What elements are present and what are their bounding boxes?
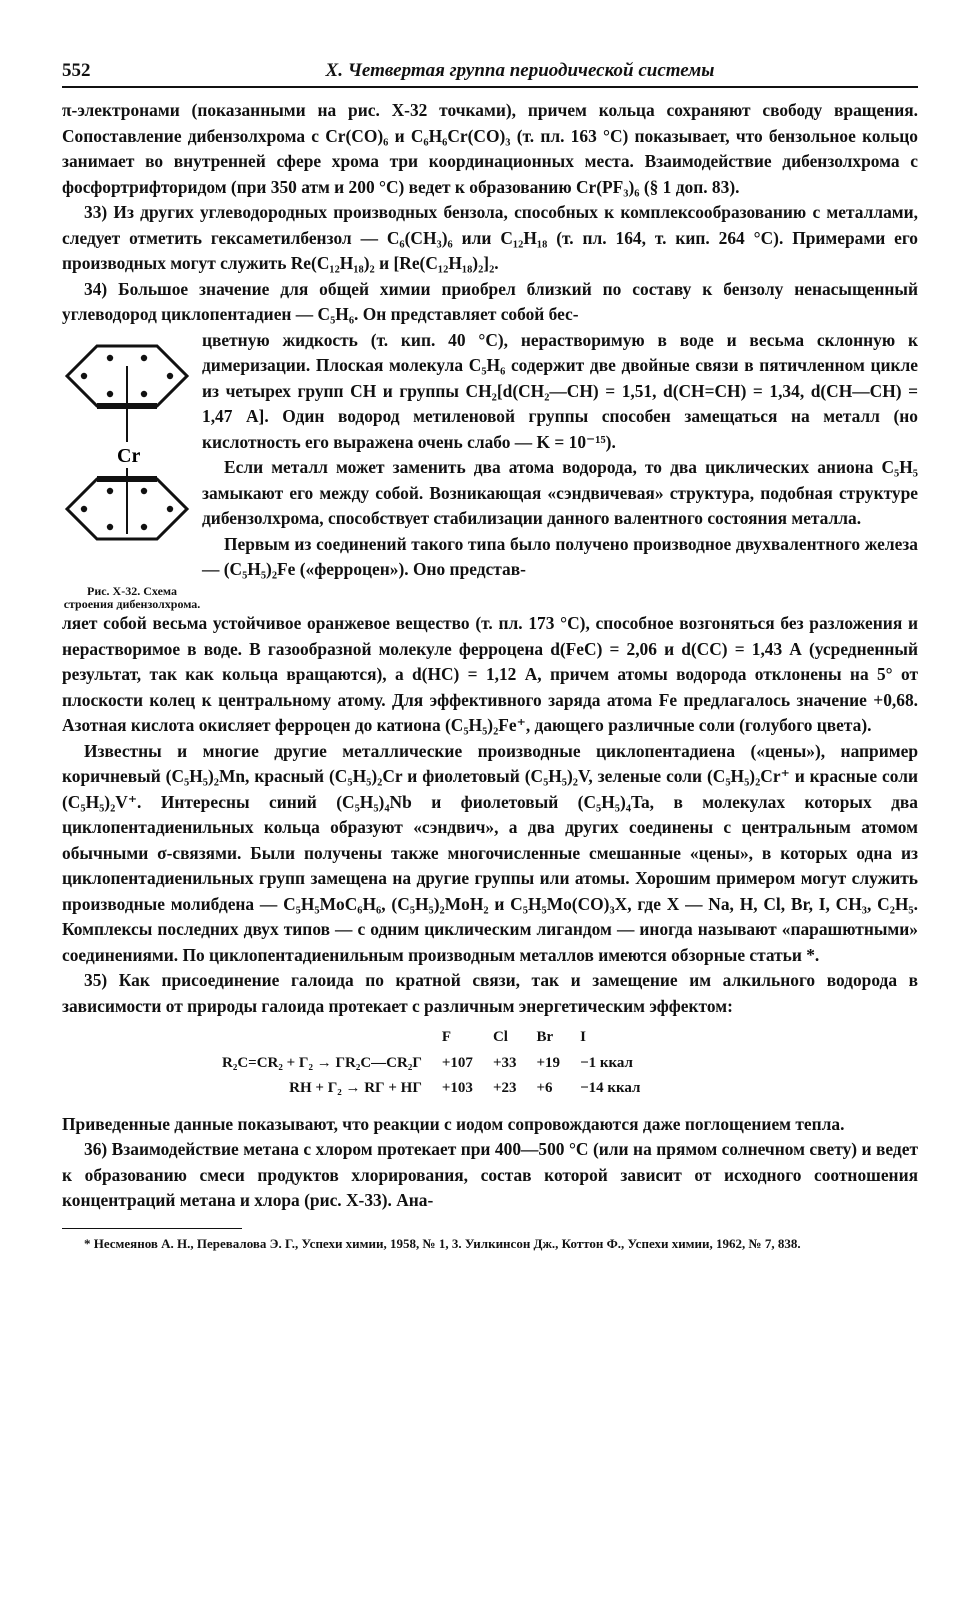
table-row <box>212 1051 650 1077</box>
column-header: Cl <box>492 1029 508 1045</box>
paragraph: ляет собой весьма устойчивое оранжевое вещество (т. пл. 173 °С), способное возгоняться без разложения и нерастворимое в воде. В газообразной молекуле ферроцена d(FeC) = 2,06 и d(CC) = 1,43 А (усредненный результат, так как кольца вращаются), а d(HC) = 1,12 А, причем атомы водорода отклонены на 5° от плоскости колец к центральному атому. Для эффективного заряда атома Fe предлагалось значение +0,68. Азотная кислота окисляет ферроцен до катиона (C₅H₅)₂Fe⁺, дающего различные соли (голубого цвета). <box>62 613 918 735</box>
table-cell: +33 <box>492 1054 517 1071</box>
figure-block <box>62 328 918 612</box>
table-cell: +103 <box>441 1080 473 1096</box>
reaction-cell: R₂C=CR₂ + Г₂ → ГR₂C—CR₂Г <box>222 1054 422 1071</box>
running-header <box>62 60 918 88</box>
reaction-cell: RH + Г₂ → RГ + НГ <box>289 1080 422 1096</box>
paragraph: 35) Как присоединение галоида по кратной связи, так и замещение им алкильного водорода в зависимости от природы галоида протекает с различным энергетическим эффектом: <box>62 970 918 1016</box>
paragraph: π-электронами (показанными на рис. X-32 точками), причем кольца сохраняют свободу вращения. Сопоставление дибензолхрома с Cr(CO)₆ и C₆H₆Cr(CO)₃ (т. пл. 163 °С) показывает, что бензольное кольцо занимает во внутренней сфере хрома три координационных места. Взаимодействие дибензолхрома с фосфортрифторидом (при 350 атм и 200 °С) ведет к образованию Cr(PF₃)₆ (§ 1 доп. 83). <box>62 100 918 197</box>
paragraph: 36) Взаимодействие метана с хлором протекает при 400—500 °С (или на прямом солнечном свету) и ведет к образованию смеси продуктов хлорирования, состав которой зависит от исходного соотношения концентраций метана и хлора (рис. X-33). Ана- <box>62 1139 918 1210</box>
figure-caption: Рис. X-32. Схема строения дибензолхрома. <box>63 584 201 611</box>
footnote-rule <box>62 1228 242 1229</box>
chromium-atom-label: Cr <box>117 444 141 467</box>
paragraph: Если металл может заменить два атома водорода, то два циклических аниона C₅H₅ замыкают его между собой. Возникающая «сэндвичевая» структура, подобная структуре дибензолхрома, способствует стабилизации данного валентного состояния металла. <box>202 457 918 528</box>
paragraph: 34) Большое значение для общей химии приобрел близкий по составу к бензолу ненасыщенный углеводород циклопентадиен — C₅H₆. Он представляет собой бес- <box>62 278 918 324</box>
footnote: * Несмеянов А. Н., Перевалова Э. Г., Успехи химии, 1958, № 1, 3. Уилкинсон Дж., Коттон Ф., Успехи химии, 1962, № 7, 838. <box>84 1235 801 1251</box>
energy-table <box>212 1025 918 1102</box>
column-header: Br <box>536 1029 554 1045</box>
paragraph: Приведенные данные показывают, что реакции с иодом сопровождаются даже поглощением тепла. <box>62 1113 845 1134</box>
table-cell: +23 <box>492 1080 517 1096</box>
paragraph: цветную жидкость (т. кип. 40 °С), нерастворимую в воде и весьма склонную к димеризации. Плоская молекула C₅H₆ содержит две двойные связи в пятичленном цикле из четырех групп CH и группы CH₂[d(CH₂—CH) = 1,51, d(CH=CH) = 1,34, d(CH—CH) = 1,47 А]. Один водород метиленовой группы способен замещаться на металл (но кислотность его выражена очень слабо — K = 10⁻¹⁵). <box>202 329 918 452</box>
table-cell: −1 ккал <box>580 1054 633 1071</box>
table-cell: +19 <box>536 1054 561 1071</box>
paragraph: Первым из соединений такого типа было получено производное двухвалентного железа — (C₅H₅)₂Fe («ферроцен»). Оно представ- <box>202 533 918 579</box>
page <box>62 60 918 1252</box>
table-cell: +6 <box>536 1080 553 1096</box>
column-header: I <box>580 1029 586 1045</box>
paragraph: 33) Из других углеводородных производных бензола, способных к комплексообразованию с металлами, следует отметить гексаметилбензол — C₆(CH₃)₆ или C₁₂H₁₈ (т. пл. 164, т. кип. 264 °С). Примерами его производных могут служить Re(C₁₂H₁₈)₂ и [Re(C₁₂H₁₈)₂]₂. <box>62 202 918 273</box>
table-row <box>212 1076 650 1102</box>
column-header: F <box>441 1029 452 1045</box>
figure-side-text <box>202 328 918 612</box>
table-cell: −14 ккал <box>580 1080 641 1096</box>
table-cell: +107 <box>441 1054 473 1071</box>
body-text <box>62 98 918 1252</box>
page-number: 552 <box>62 60 91 81</box>
running-title: X. Четвертая группа периодической системы <box>325 60 715 81</box>
sandwich-diagram <box>62 334 192 574</box>
table-header-row <box>212 1025 650 1051</box>
figure-dibenzenechromium <box>62 328 202 612</box>
paragraph: Известны и многие другие металлические производные циклопентадиена («цены»), например коричневый (C₅H₅)₂Mn, красный (C₅H₅)₂Cr и фиолетовый (C₅H₅)₂V, зеленые соли (C₅H₅)₂Cr⁺ и красные соли (C₅H₅)₂V⁺. Интересны синий (C₅H₅)₄Nb и фиолетовый (C₅H₅)₄Ta, в молекулах которых два циклопентадиенильных кольца образуют «сэндвич», а два других соединены с центральным атомом обычными σ-связями. Были получены также многочисленные смешанные «цены», в которых одна из циклопентадиенильных групп замещена на другие группы или атомы. Хорошим примером могут служить производные молибдена — C₅H₅MoC₆H₆, (C₅H₅)₂MoH₂ и C₅H₅Mo(CO)₃X, где X — Na, H, Cl, Br, I, CH₃, C₂H₅. Комплексы последних двух типов — с одним циклическим лигандом — иногда называют «парашютными» соединениями. По циклопентадиенильным производным металлов имеются обзорные статьи *. <box>62 740 918 965</box>
